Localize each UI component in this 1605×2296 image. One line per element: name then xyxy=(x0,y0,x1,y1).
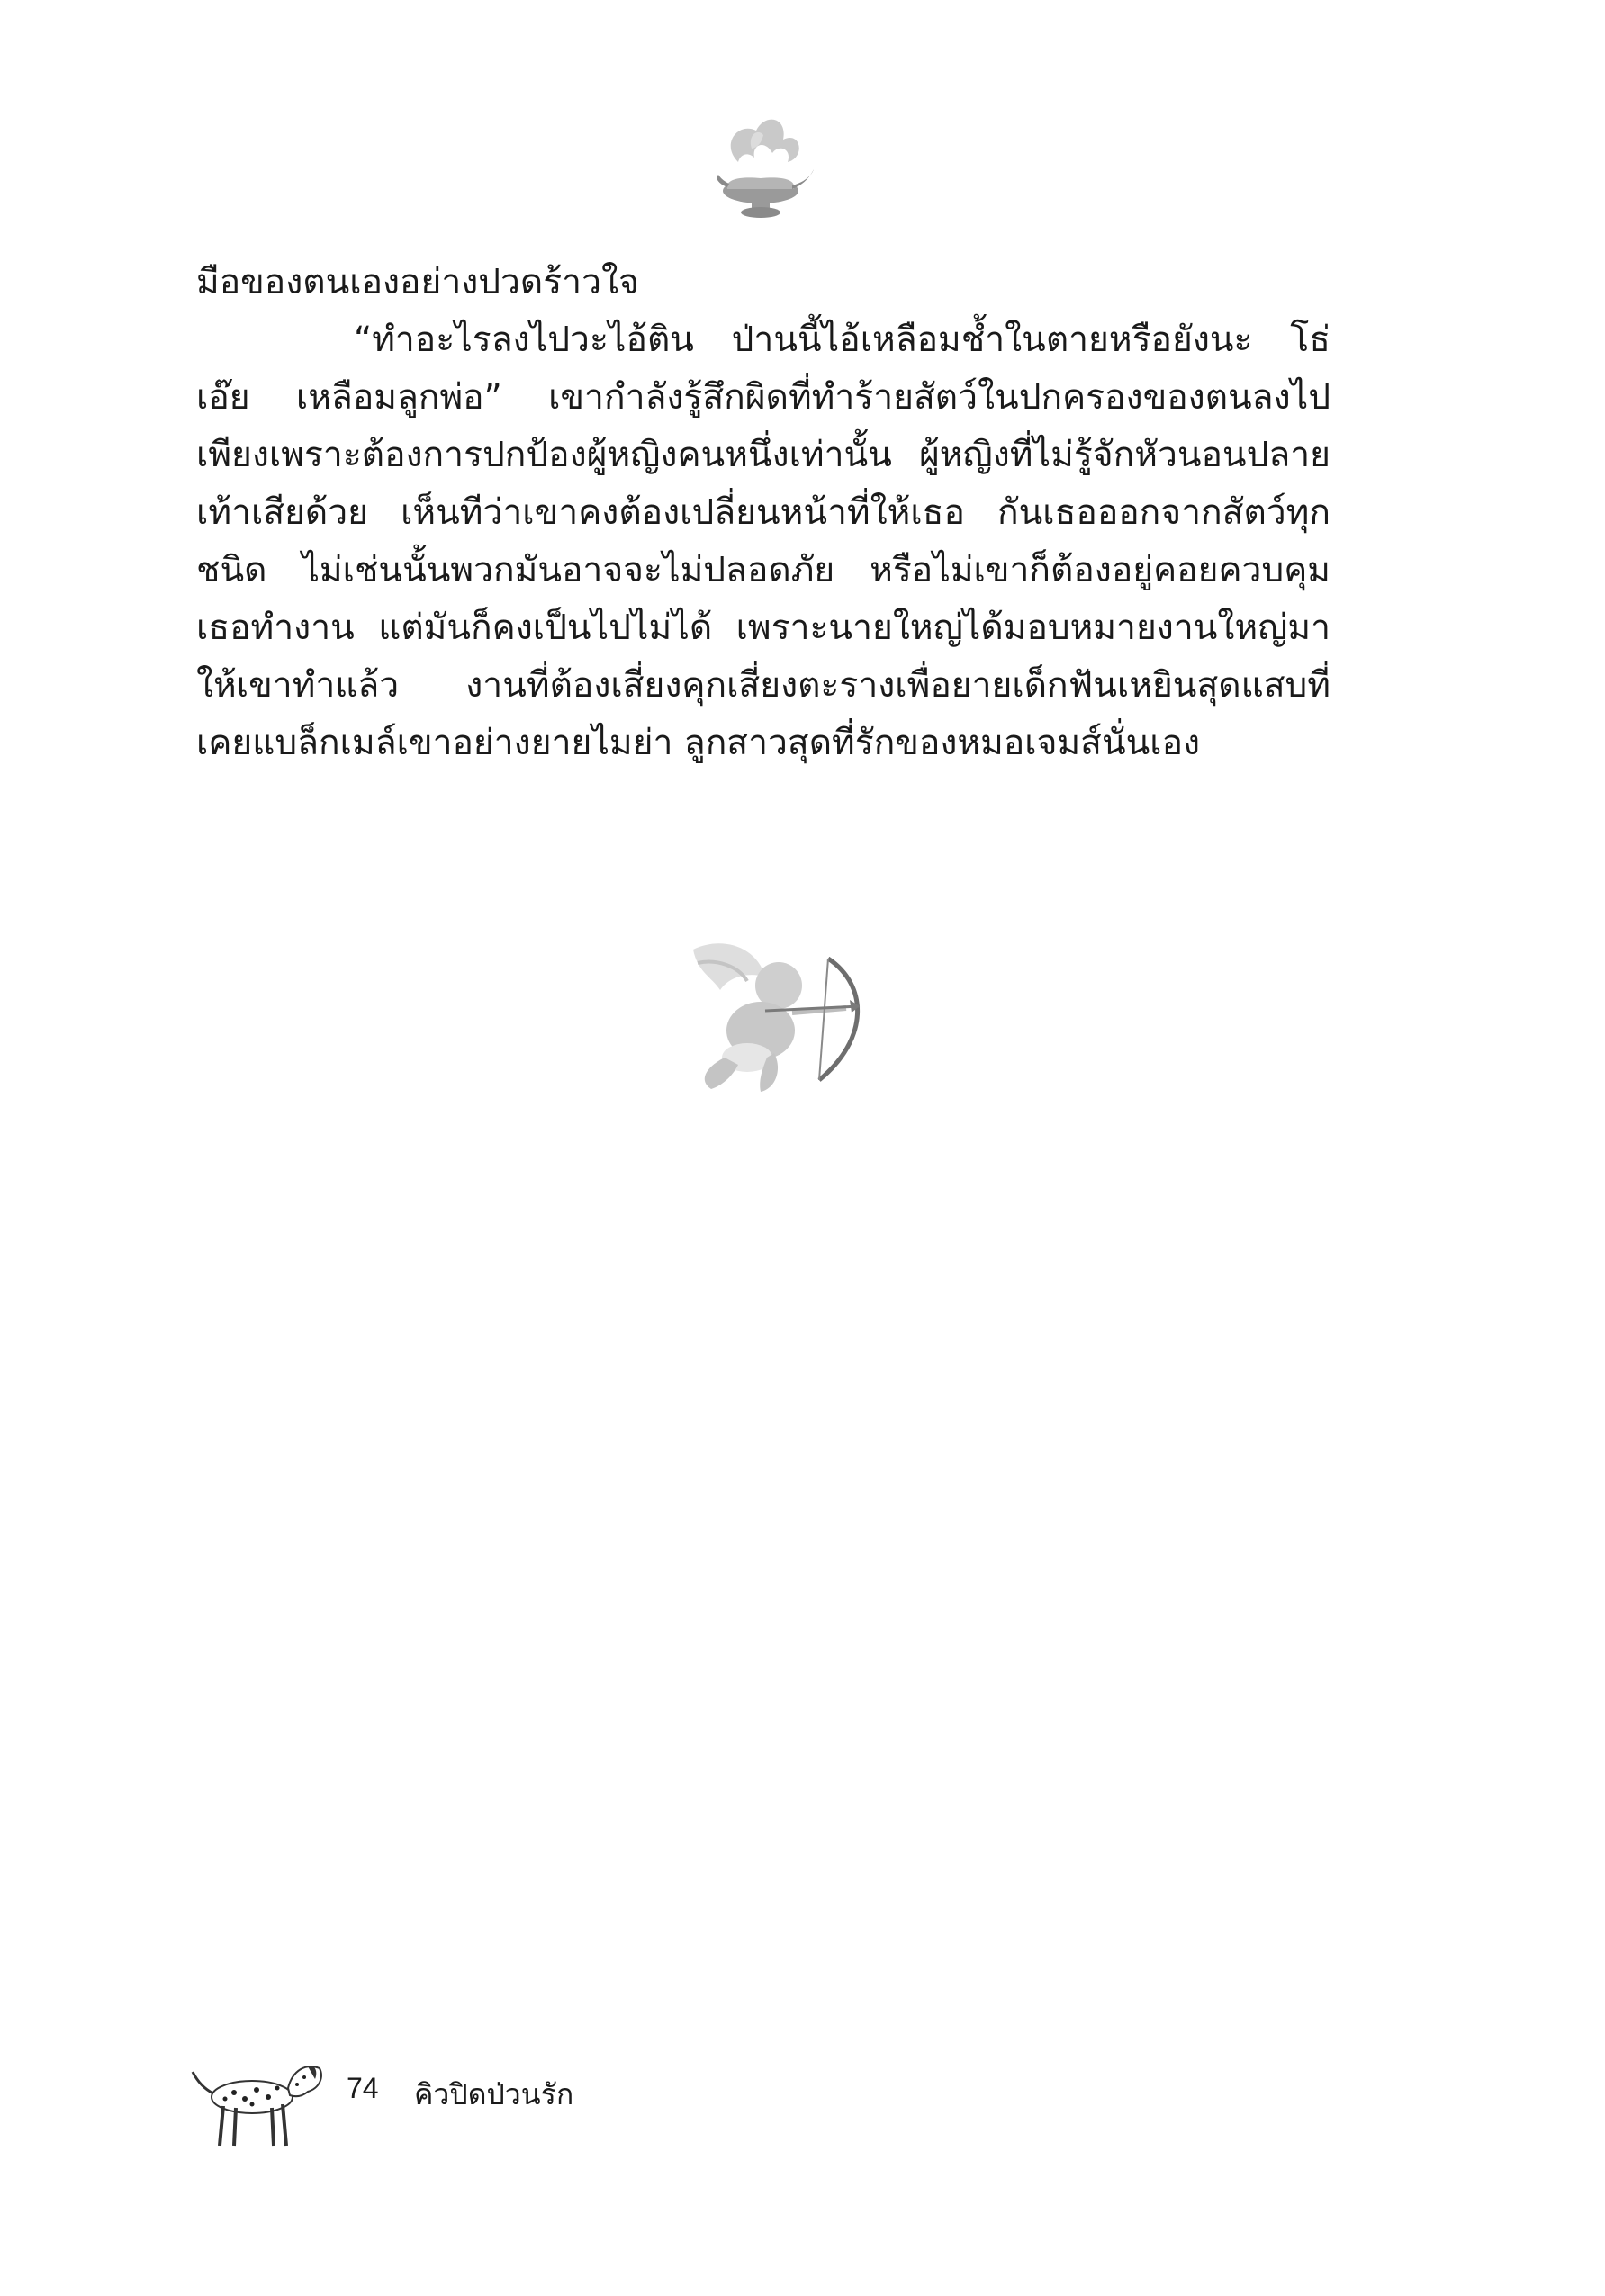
page-number: 74 xyxy=(347,2072,379,2104)
page-footer xyxy=(189,2052,729,2151)
paragraph: มือของตนเองอย่างปวดร้าวใจ xyxy=(196,262,639,302)
cupid-icon xyxy=(657,923,873,1103)
paragraph: “ทำอะไรลงไปวะไอ้ติน ป่านนี้ไอ้เหลือมช้ำในตายหรือยังนะ โธ่เอ๊ย เหลือมลูกพ่อ” เขากำลังรู้สึกผิดที่ทำร้ายสัตว์ในปกครองของตนลงไป เพียงเพราะต้องการปกป้องผู้หญิงคนหนึ่งเท่านั้น ผู้หญิงที่ไม่รู้จักหัวนอนปลายเท้าเสียด้วย เห็นทีว่าเขาคงต้องเปลี่ยนหน้าที่ให้เธอ กันเธอออกจากสัตว์ทุกชนิด ไม่เช่นนั้นพวกมันอาจจะไม่ปลอดภัย หรือไม่เขาก็ต้องอยู่คอยควบคุมเธอทำงาน แต่มันก็คงเป็นไปไม่ได้ เพราะนายใหญ่ได้มอบหมายงานใหญ่มาให้เขาทำแล้ว งานที่ต้องเสี่ยงคุกเสี่ยงตะรางเพื่อยายเด็กฟันเหยินสุดแสบที่เคยแบล็กเมล์เขาอย่างยายไมย่า ลูกสาวสุดที่รักของหมอเจมส์นั่นเอง xyxy=(196,320,1330,763)
running-title: คิวปิดป่วนรัก xyxy=(414,2078,574,2111)
body-text xyxy=(196,254,1330,772)
genie-lamp-icon xyxy=(702,108,819,225)
dalmatian-icon xyxy=(189,2052,333,2151)
